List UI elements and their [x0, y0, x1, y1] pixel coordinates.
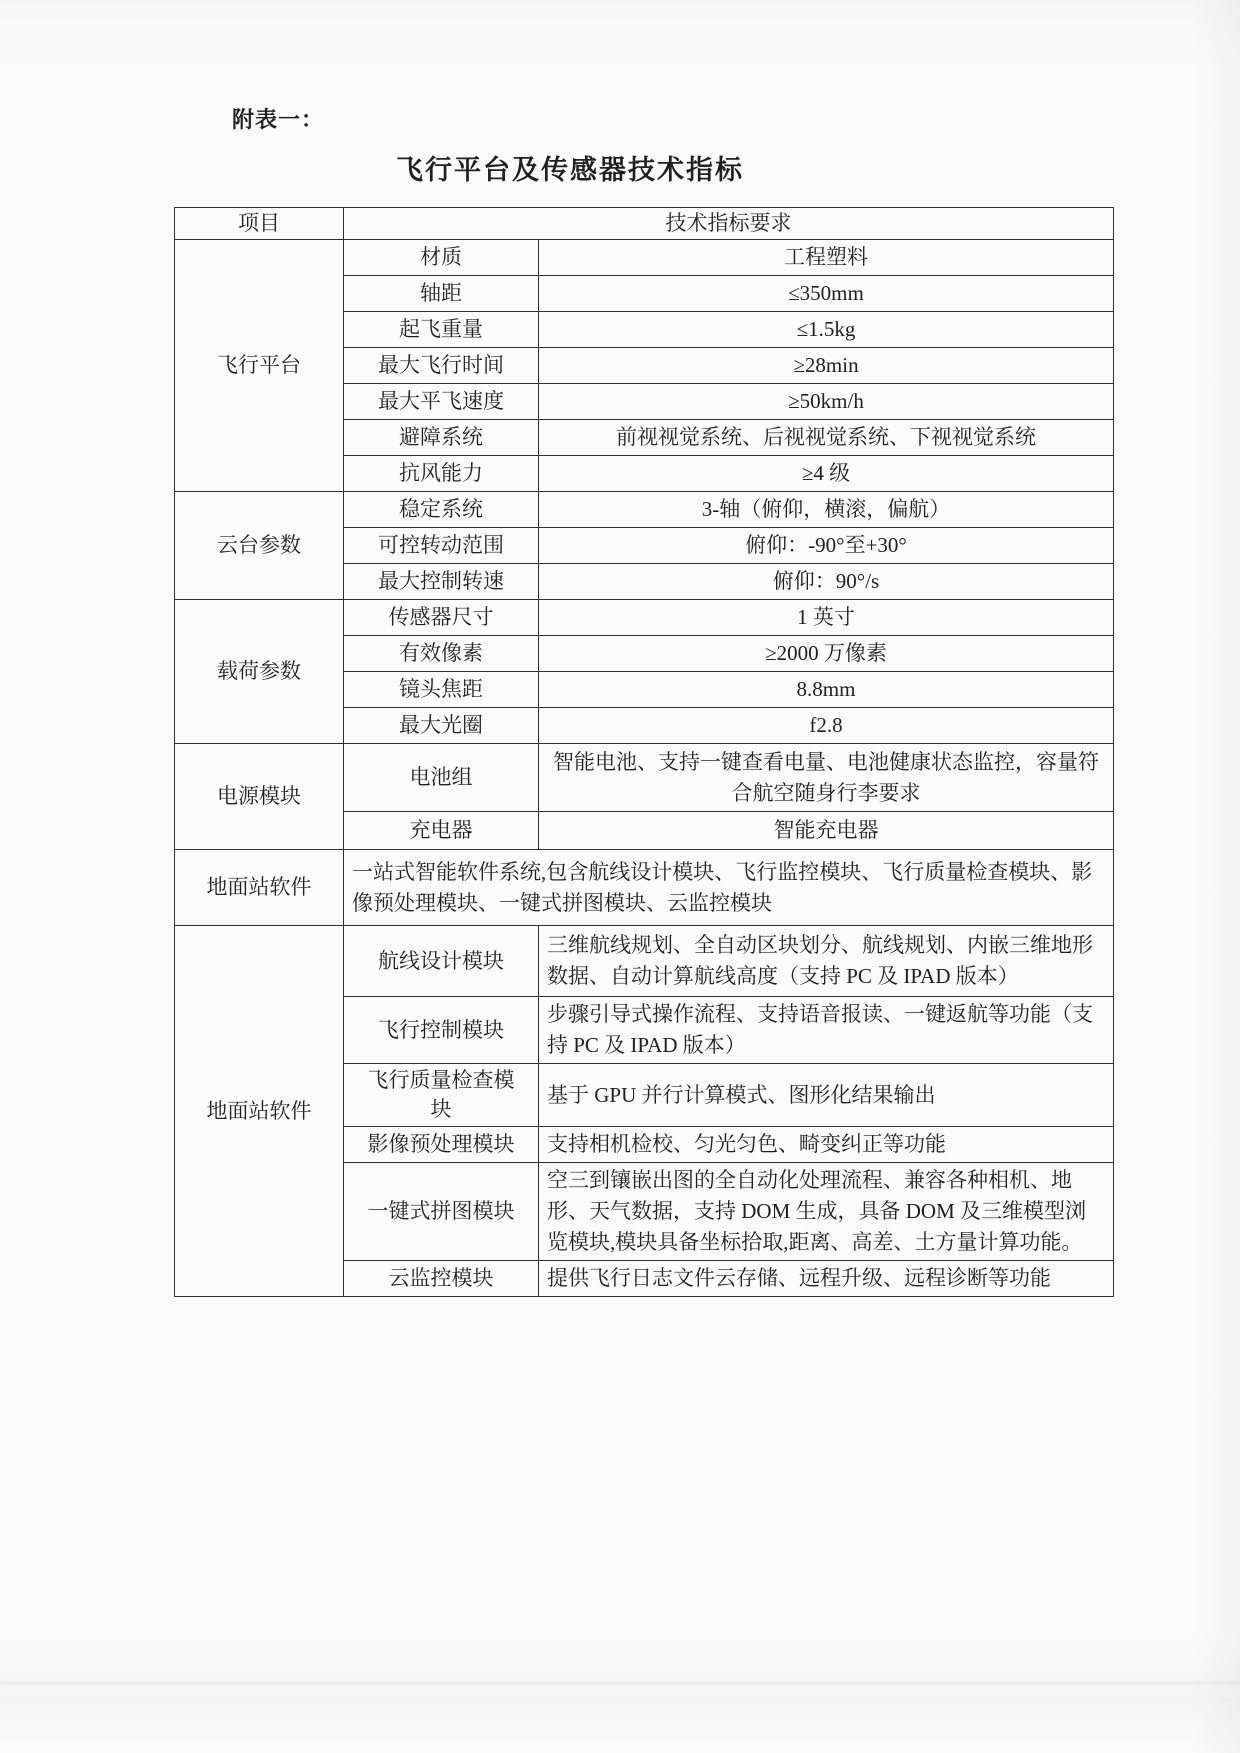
- row-value: ≥28min: [539, 348, 1114, 384]
- table-row: [175, 600, 1114, 636]
- row-value: 工程塑料: [539, 240, 1114, 276]
- document-title: 飞行平台及传感器技术指标: [396, 155, 744, 185]
- row-value: ≥50km/h: [539, 384, 1114, 420]
- row-label: 传感器尺寸: [344, 600, 539, 636]
- row-label: 镜头焦距: [344, 672, 539, 708]
- scan-shadow-line: [0, 1682, 1240, 1684]
- group-payload-params: 载荷参数: [175, 600, 344, 744]
- row-value: 俯仰：-90°至+30°: [539, 528, 1114, 564]
- ground-station-summary: 一站式智能软件系统,包含航线设计模块、飞行监控模块、飞行质量检查模块、影像预处理模块、一键式拼图模块、云监控模块: [344, 850, 1114, 926]
- row-value: ≥4 级: [539, 456, 1114, 492]
- row-value: 支持相机检校、匀光匀色、畸变纠正等功能: [539, 1127, 1114, 1163]
- table-row: [175, 492, 1114, 528]
- spec-table: [174, 207, 1114, 1297]
- row-label: 避障系统: [344, 420, 539, 456]
- row-label: 电池组: [344, 744, 539, 812]
- table-row: [175, 926, 1114, 997]
- row-value: 前视视觉系统、后视视觉系统、下视视觉系统: [539, 420, 1114, 456]
- row-label: 稳定系统: [344, 492, 539, 528]
- row-label: 轴距: [344, 276, 539, 312]
- row-value: 1 英寸: [539, 600, 1114, 636]
- row-label: 一键式拼图模块: [344, 1163, 539, 1261]
- row-label: 可控转动范围: [344, 528, 539, 564]
- row-label: 飞行质量检查模块: [344, 1064, 539, 1127]
- row-value: 三维航线规划、全自动区块划分、航线规划、内嵌三维地形数据、自动计算航线高度（支持 PC 及 IPAD 版本）: [539, 926, 1114, 997]
- row-label: 云监控模块: [344, 1261, 539, 1297]
- attachment-label: 附表一：: [232, 107, 325, 132]
- group-gimbal-params: 云台参数: [175, 492, 344, 600]
- row-value: ≥2000 万像素: [539, 636, 1114, 672]
- row-value: 空三到镶嵌出图的全自动化处理流程、兼容各种相机、地形、天气数据，支持 DOM 生成，具备 DOM 及三维模型浏览模块,模块具备坐标拾取,距离、高差、土方量计算功能。: [539, 1163, 1114, 1261]
- row-value: 提供飞行日志文件云存储、远程升级、远程诊断等功能: [539, 1261, 1114, 1297]
- row-label: 充电器: [344, 812, 539, 850]
- row-label: 材质: [344, 240, 539, 276]
- row-label: 抗风能力: [344, 456, 539, 492]
- row-label: 飞行控制模块: [344, 997, 539, 1064]
- row-value: ≤1.5kg: [539, 312, 1114, 348]
- row-label: 有效像素: [344, 636, 539, 672]
- group-flight-platform: 飞行平台: [175, 240, 344, 492]
- row-value: 智能充电器: [539, 812, 1114, 850]
- group-power-module: 电源模块: [175, 744, 344, 850]
- row-label: 最大飞行时间: [344, 348, 539, 384]
- row-value: f2.8: [539, 708, 1114, 744]
- group-ground-station-software: 地面站软件: [175, 850, 344, 926]
- table-row: [175, 240, 1114, 276]
- row-label: 最大光圈: [344, 708, 539, 744]
- row-value: 基于 GPU 并行计算模式、图形化结果输出: [539, 1064, 1114, 1127]
- row-value: 步骤引导式操作流程、支持语音报读、一键返航等功能（支持 PC 及 IPAD 版本）: [539, 997, 1114, 1064]
- header-row: [175, 208, 1114, 240]
- table-row: [175, 850, 1114, 926]
- row-label: 最大平飞速度: [344, 384, 539, 420]
- row-value: 俯仰：90°/s: [539, 564, 1114, 600]
- row-value: 8.8mm: [539, 672, 1114, 708]
- row-label: 航线设计模块: [344, 926, 539, 997]
- row-value: 3-轴（俯仰，横滚，偏航）: [539, 492, 1114, 528]
- row-value: ≤350mm: [539, 276, 1114, 312]
- row-label: 影像预处理模块: [344, 1127, 539, 1163]
- table-row: [175, 744, 1114, 812]
- header-item: 项目: [175, 208, 344, 240]
- row-label: 最大控制转速: [344, 564, 539, 600]
- row-label: 起飞重量: [344, 312, 539, 348]
- group-ground-station-software: 地面站软件: [175, 926, 344, 1297]
- header-requirement: 技术指标要求: [344, 208, 1114, 240]
- row-value: 智能电池、支持一键查看电量、电池健康状态监控，容量符合航空随身行李要求: [539, 744, 1114, 812]
